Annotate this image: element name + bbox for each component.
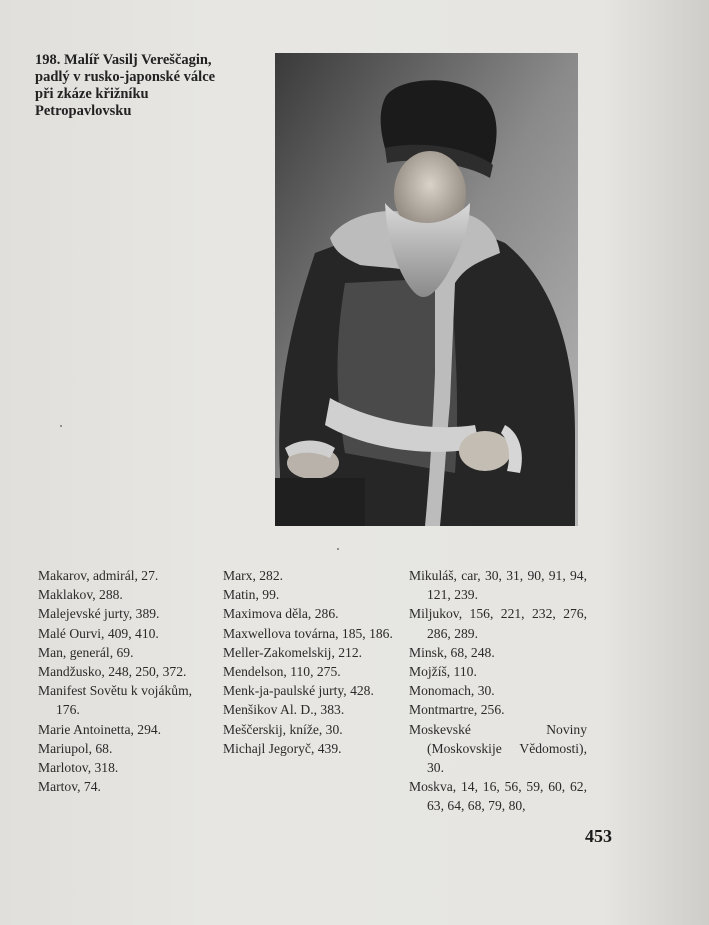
index-entry: Marlotov, 318. <box>38 760 119 776</box>
index-entry: Mendelson, 110, 275. <box>223 664 341 680</box>
index-entry: Marie Antoinetta, 294. <box>38 721 162 737</box>
index-entry: Mandžusko, 248, 250, 372. <box>38 664 187 680</box>
index-entry: Menk-ja-paulské jurty, 428. <box>223 683 374 699</box>
index-entry: Monomach, 30. <box>409 683 495 699</box>
caption-line: 198. Malíř Vasilj Vereščagin, <box>35 52 212 68</box>
portrait-photo <box>275 53 578 526</box>
index-entry: Mojžíš, 110. <box>409 664 477 680</box>
index-entry: Maxwellova továrna, 185, 186. <box>223 625 393 641</box>
caption-line: Petropavlovsku <box>35 103 132 119</box>
caption-line: při zkáze křižníku <box>35 86 149 102</box>
index-entry: Mariupol, 68. <box>38 740 113 756</box>
index-entry: Maximova děla, 286. <box>223 606 339 622</box>
index-entry: Marx, 282. <box>223 568 284 583</box>
paper-speck <box>337 548 339 550</box>
index-entry: Makarov, admirál, 27. <box>38 568 159 583</box>
index-column-1 <box>38 566 213 796</box>
index-column-2 <box>223 566 395 758</box>
index-entry: Martov, 74. <box>38 779 101 795</box>
index-entry: Miljukov, 156, 221, 232, 276, 286, 289. <box>409 606 587 641</box>
index-entry: Mikuláš, car, 30, 31, 90, 91, 94, 121, 239. <box>409 568 587 603</box>
index-entry: Michajl Jegoryč, 439. <box>223 740 342 756</box>
index-entry: Menšikov Al. D., 383. <box>223 702 345 718</box>
caption-line: padlý v rusko-japonské válce <box>35 69 216 85</box>
index-entry: Minsk, 68, 248. <box>409 644 495 660</box>
index-entry: Malé Ourvi, 409, 410. <box>38 625 159 641</box>
index-entry: Moskevské Noviny (Moskovskije Vědomosti), 30. <box>409 721 587 776</box>
index-entry: Meller-Zakomelskij, 212. <box>223 644 363 660</box>
index-column-3 <box>409 566 587 816</box>
page-number: 453 <box>585 826 612 846</box>
index-entry: Maklakov, 288. <box>38 587 123 603</box>
index-entry: Montmartre, 256. <box>409 702 505 718</box>
index-entry: Matin, 99. <box>223 587 280 603</box>
index-entry: Manifest Sovětu k vojákům, 176. <box>38 683 193 718</box>
index-entry: Man, generál, 69. <box>38 644 134 660</box>
index-entry: Malejevské jurty, 389. <box>38 606 160 622</box>
index-entry: Moskva, 14, 16, 56, 59, 60, 62, 63, 64, 68, 79, 80, <box>409 779 587 814</box>
index-entry: Meščerskij, kníže, 30. <box>223 721 343 737</box>
paper-speck <box>60 425 62 427</box>
figure-caption <box>35 52 260 120</box>
